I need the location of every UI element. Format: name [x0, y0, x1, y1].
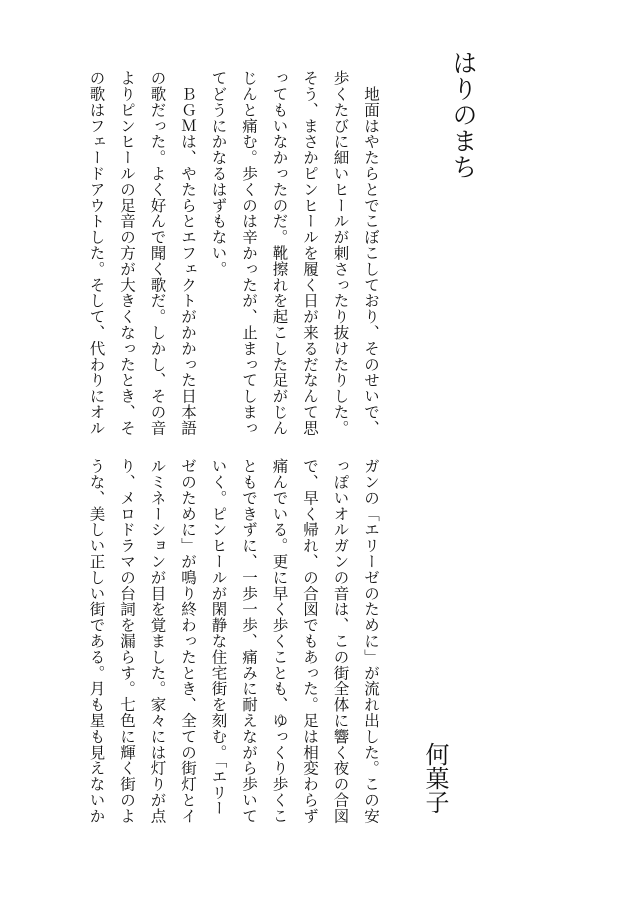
body-text-top: 地面はやたらとでこぼこしており、そのせいで、 歩くたびに細いヒールが刺さったり抜けたりした。 そう、まさかピンヒールを履く日が来るだなんて思 ってもいなかったのだ。靴擦れを起こした足がじん じんと痛む。歩くのは辛かったが、止まってしまっ てどうにかなるはずもない。 ＢＧＭは、やたらとエフェクトがかかった日本語 の歌だった。よく好んで聞く歌だ。しかし、その音 よりピンヒールの足音の方が大きくなったとき、そ の歌はフェードアウトした。そして、代わりにオル [87, 70, 380, 436]
body-text-bottom: ガンの「エリーゼのために」が流れ出した。この安 っぽいオルガンの音は、この街全体に響く夜の合図 で、早く帰れ、の合図でもあった。足は相変わらず 痛んでいる。更に早く歩くことも、ゆっくり歩くこ ともできずに、一歩一歩、痛みに耐えながら歩いて いく。ピンヒールが閑静な住宅街を刻む。「エリー ゼのために」が鳴り終わったとき、全ての街灯とイ ルミネーションが目を覚ました。家々には灯りが点 り、メロドラマの台詞を漏らす。七色に輝く街のよ うな、美しい正しい街である。月も星も見えないか [87, 458, 380, 824]
author-name: 何菓子 [421, 742, 449, 814]
story-title: はりのまち [449, 50, 478, 180]
